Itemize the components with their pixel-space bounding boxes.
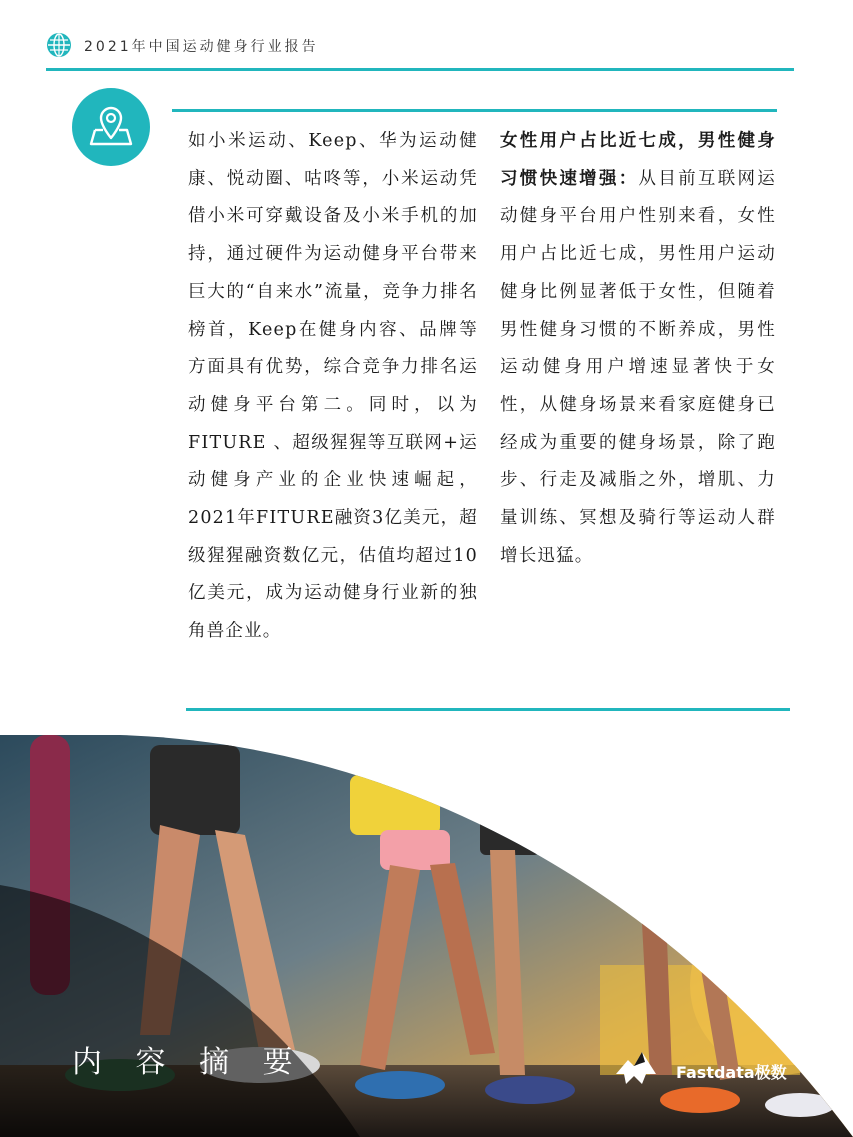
header-divider [46,68,794,71]
section-badge [72,88,150,166]
globe-icon [46,32,72,58]
right-column [500,123,776,575]
header-title: 2021年中国运动健身行业报告 [84,39,319,55]
brand-name: Fastdata极数 [676,1063,787,1082]
right-column-text: 从目前互联网运动健身平台用户性别来看，女性用户占比近七成，男性用户运动健身比例显著低于女性，但随着男性健身习惯的不断养成，男性运动健身用户增速显著快于女性，从健身场景来看家庭健身已经成为重要的健身场景，除了跑步、行走及减脂之外，增肌、力量训练、冥想及骑行等运动人群增长迅猛。 [500,168,776,566]
right-column-heading: 女性用户占比近七成，男性健身习惯快速增强： [500,131,776,189]
content-bottom-divider [186,708,790,711]
map-pin-icon [89,104,133,148]
summary-label: 内 容 摘 要 [72,1045,305,1080]
content-top-divider [172,109,777,112]
left-column-text: 如小米运动、Keep、华为运动健康、悦动圈、咕咚等，小米运动凭借小米可穿戴设备及小米手机的加持，通过硬件为运动健身平台带来巨大的“自来水”流量，竞争力排名榜首，Keep在健身内容、品牌等方面具有优势，综合竞争力排名运动健身平台第二。同时，以为FITURE 、超级猩猩等互联网+运动健身产业的企业快速崛起，2021年FITURE融资3亿美元，超级猩猩融资数亿元，估值均超过10亿美元，成为运动健身行业新的独角兽企业。 [188,131,478,642]
